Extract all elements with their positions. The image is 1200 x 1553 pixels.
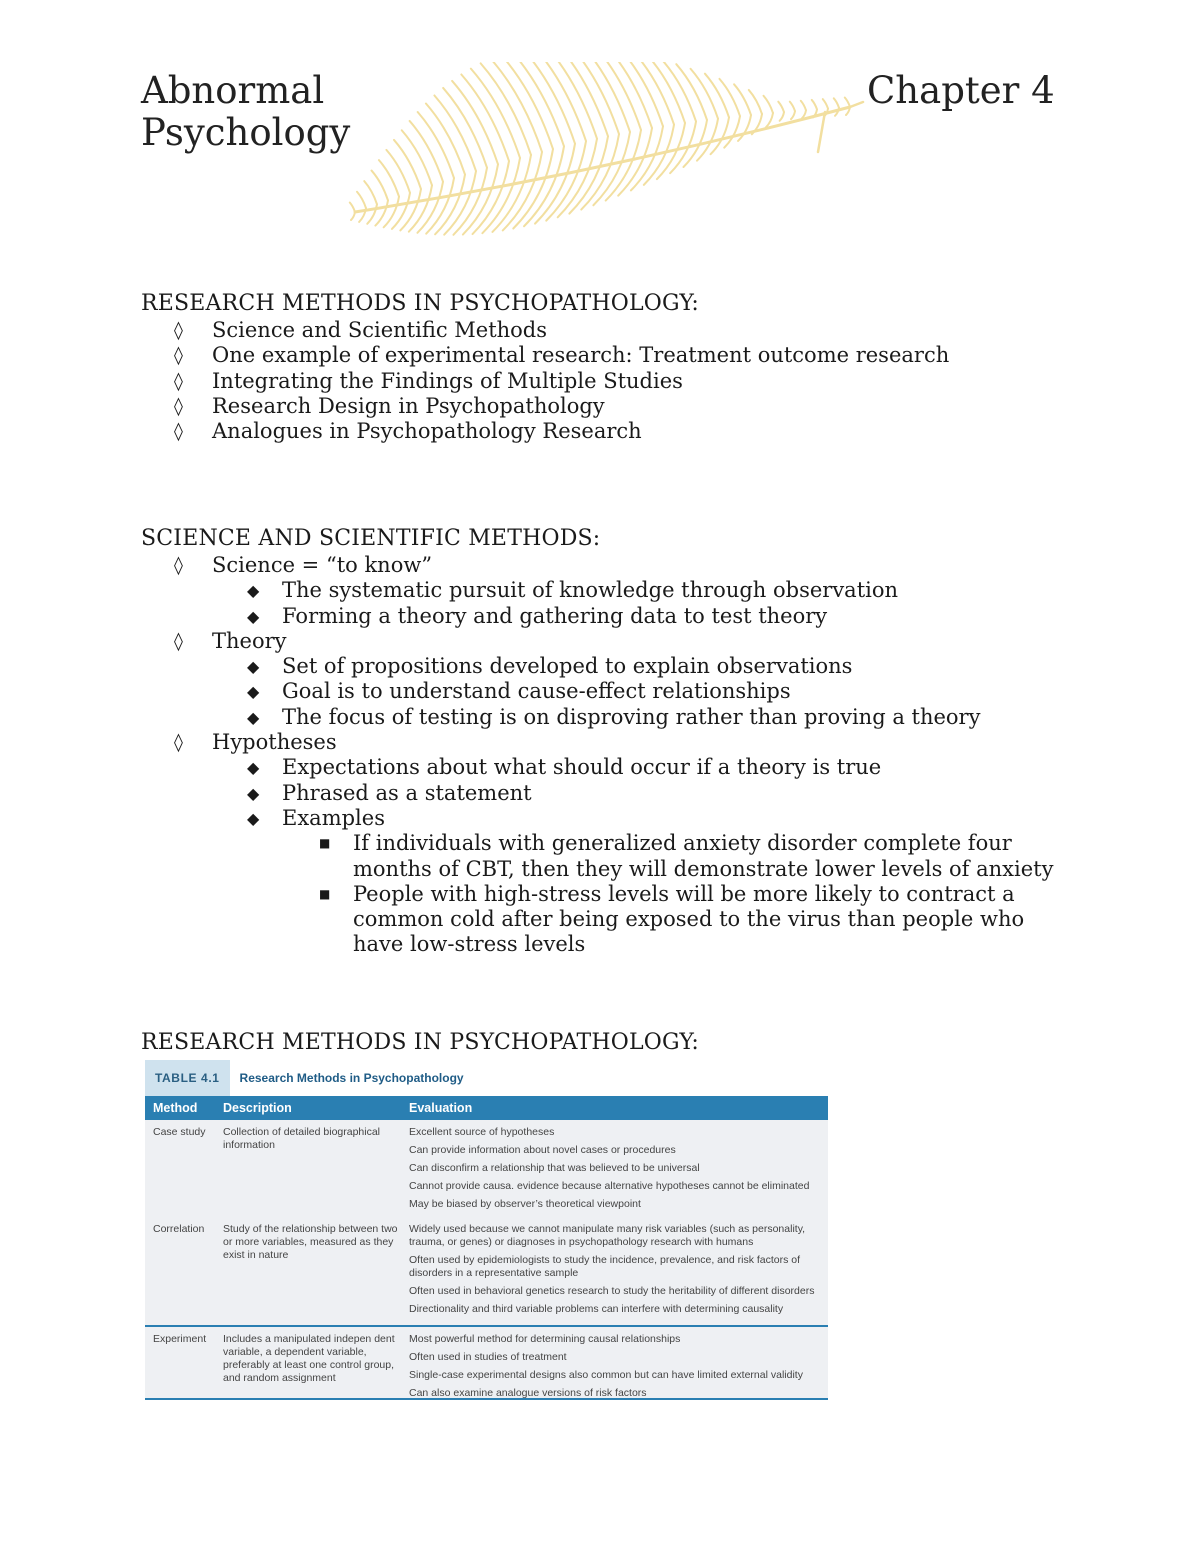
list-item-example: ■ People with high-stress levels will be more likely to contract a common cold after being exposed to the virus than people who have low-stress levels [319,881,1025,957]
header-description: Description [223,1101,292,1115]
table-row: Case study Collection of detailed biographical information Excellent source of hypotheses Can provide information about novel cases or procedures Can disconfirm a relationship that was believed to be universal Cannot provide causa. evidence because alternative hypotheses cannot be eliminated May be biased by observer’s theoretical viewpoint [153,1126,810,1210]
list-item-theory: ◊ Theory [174,628,287,653]
diamond-filled-icon: ◆ [247,808,260,828]
chapter-label: Chapter 4 [867,69,1055,112]
feather-icon [335,62,865,252]
research-methods-table [145,1060,828,1400]
diamond-filled-icon: ◆ [247,682,260,702]
section1-list [141,318,1091,444]
diamond-outline-icon: ◊ [174,370,183,392]
list-item: ◊ Science and Scientific Methods [174,318,548,342]
list-item: ◆ The focus of testing is on disproving rather than proving a theory [247,704,981,729]
diamond-filled-icon: ◆ [247,707,260,727]
title-line-2: Psychology [141,111,351,154]
table-caption [145,1060,828,1096]
list-item: ◊ Research Design in Psychopathology [174,393,605,418]
diamond-filled-icon: ◆ [247,758,260,778]
list-item-example: ■ If individuals with generalized anxiety disorder complete four months of CBT, then they will demonstrate lower levels of anxiety [319,831,1054,881]
section-title-science: SCIENCE AND SCIENTIFIC METHODS: [141,526,601,551]
table-number: TABLE 4.1 [145,1060,230,1096]
diamond-outline-icon: ◊ [174,630,183,652]
list-item: ◊ Integrating the Findings of Multiple Studies [174,368,683,393]
diamond-outline-icon: ◊ [174,345,183,367]
table-name: Research Methods in Psychopathology [239,1071,464,1085]
list-item: ◆ Goal is to understand cause-effect relationships [247,679,791,704]
header-evaluation: Evaluation [409,1101,473,1115]
list-item: ◆ Phrased as a statement [247,780,532,805]
diamond-filled-icon: ◆ [247,581,260,601]
square-bullet-icon: ■ [319,836,331,851]
diamond-filled-icon: ◆ [247,606,260,626]
list-item: ◆ Set of propositions developed to explain observations [247,654,853,679]
list-item: ◆ The systematic pursuit of knowledge through observation [247,578,899,603]
table-row: Experiment Includes a manipulated indepen dent variable, a dependent variable, preferably at least one control group, and random assignment Most powerful method for determining causal relationships Often used in studies of treatment Single-case experimental designs also common but can have limited external validity Can also examine analogue versions of risk factors [145,1325,828,1407]
diamond-filled-icon: ◆ [247,657,260,677]
diamond-outline-icon: ◊ [174,320,183,341]
square-bullet-icon: ■ [319,886,331,901]
list-item-hypotheses: ◊ Hypotheses [174,730,337,755]
header-method: Method [153,1101,198,1115]
diamond-filled-icon: ◆ [247,783,260,803]
diamond-outline-icon: ◊ [174,732,183,754]
diamond-outline-icon: ◊ [174,395,183,417]
document-title [141,70,350,154]
list-item-science: ◊ Science = “to know” [174,553,433,577]
list-item: ◆ Expectations about what should occur if a theory is true [247,755,882,780]
list-item: ◆ Examples [247,805,385,830]
title-line-1: Abnormal [141,69,325,112]
table-header [145,1096,828,1120]
diamond-outline-icon: ◊ [174,421,183,443]
section-title-research-methods: RESEARCH METHODS IN PSYCHOPATHOLOGY: [141,291,700,316]
section-title-research-methods-table: RESEARCH METHODS IN PSYCHOPATHOLOGY: [141,1030,700,1055]
table-row: Correlation Study of the relationship between two or more variables, measured as they exist in nature Widely used because we cannot manipulate many risk variables (such as personality, trauma, or genes) or diagnoses in psychopathology research with humans Often used by epidemiologists to study the incidence, prevalence, and risk factors of disorders in a representative sample Often used in behavioral genetics research to study the heritability of different disorders Directionality and third variable problems can interfere with determining causality [153,1223,815,1315]
diamond-outline-icon: ◊ [174,555,183,576]
list-item: ◆ Forming a theory and gathering data to test theory [247,603,828,628]
table-bottom-rule [145,1398,828,1400]
list-item: ◊ One example of experimental research: Treatment outcome research [174,343,950,368]
list-item: ◊ Analogues in Psychopathology Research [174,419,642,444]
section2-list [141,553,1071,958]
